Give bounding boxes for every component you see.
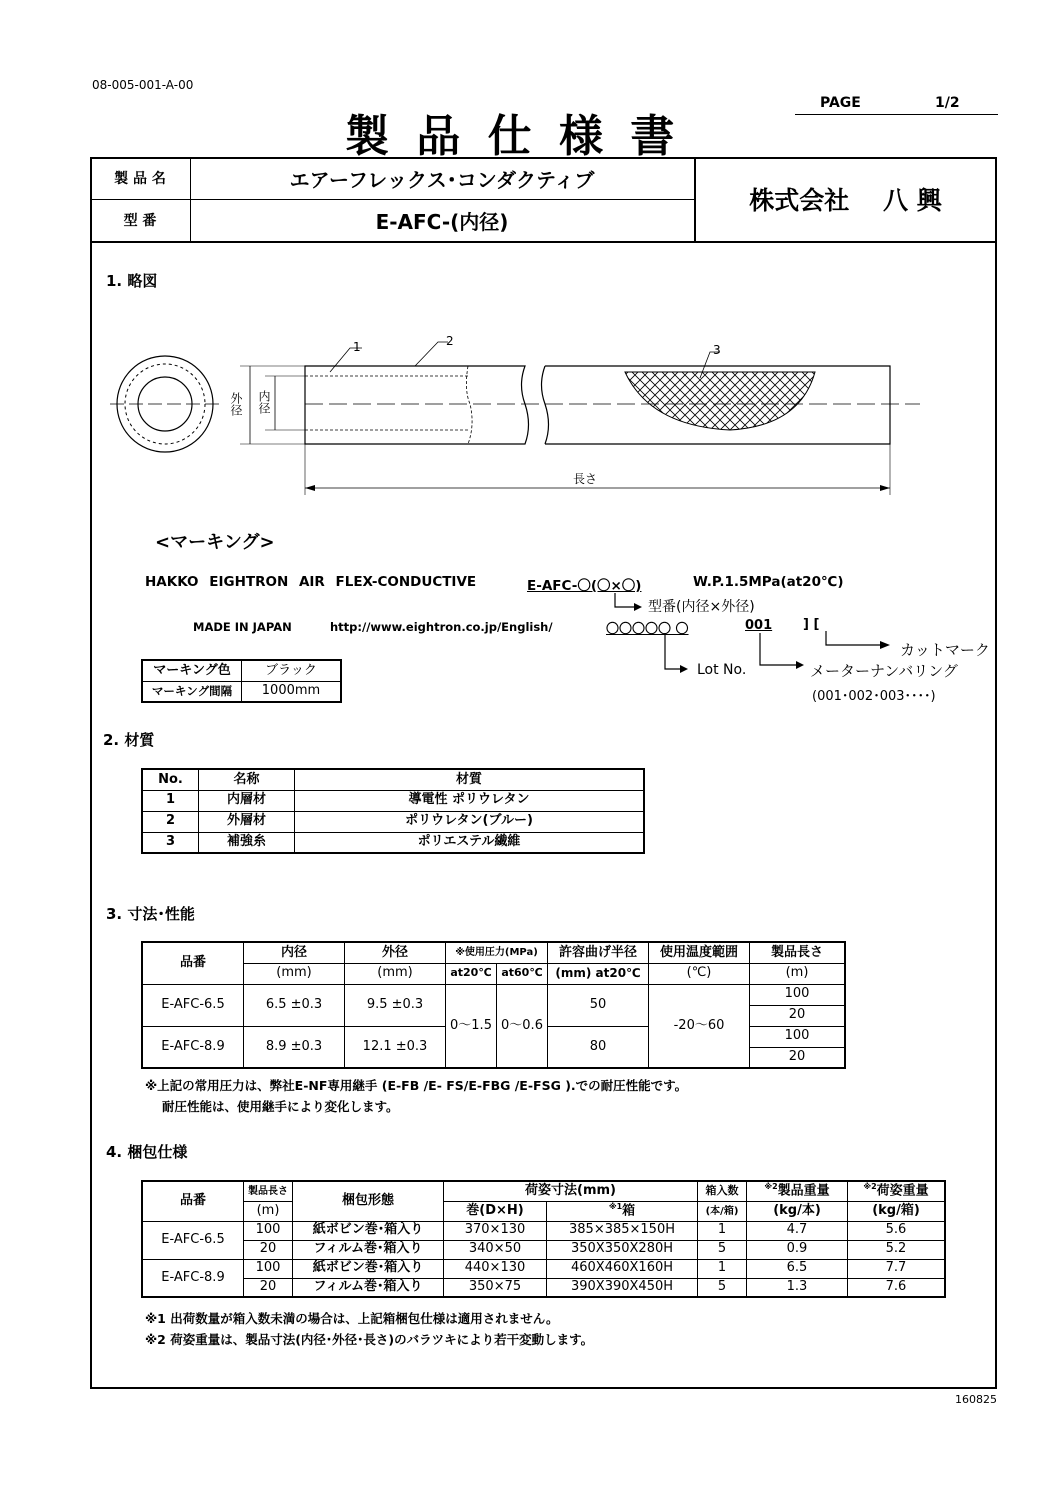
section3-heading: 3. 寸法･性能 <box>106 905 195 923</box>
dim-outer: 12.1 ±0.3 <box>345 1026 446 1068</box>
dim-header-outer: 外径 <box>345 942 446 963</box>
table-row <box>142 1259 945 1278</box>
dim-bend: 80 <box>548 1026 649 1068</box>
dim-header-p60: at60℃ <box>497 963 548 984</box>
materials-table <box>141 768 645 854</box>
weight-header-label: 製品重量 <box>777 1183 830 1199</box>
dim-header-inner-unit: (mm) <box>244 963 345 984</box>
header-block <box>90 157 997 243</box>
table-row <box>142 832 644 853</box>
packaging-note-1: ※1 出荷数量が箱入数未満の場合は、上記箱梱包仕様は適用されません。 <box>145 1311 559 1326</box>
hose-diagram <box>100 330 930 500</box>
pack-header-length: 製品長さ <box>244 1181 293 1201</box>
pack-box: 390X390X450H <box>547 1278 698 1297</box>
weight-note-mark: ※2 <box>764 1182 778 1192</box>
section2-heading: 2. 材質 <box>103 731 155 749</box>
marking-line-code: E-AFC-〇(〇×〇) <box>527 578 642 594</box>
lot-code: 〇〇〇〇〇 〇 <box>606 622 689 637</box>
table-row <box>142 1240 945 1259</box>
packaging-table <box>141 1180 946 1298</box>
box-header-label: 箱 <box>622 1203 636 1219</box>
dim-p60: 0～0.6 <box>497 984 548 1068</box>
pack-header-pweight-unit: (kg/箱) <box>848 1201 946 1221</box>
pack-model: E-AFC-8.9 <box>142 1259 244 1297</box>
part1-label: 1 <box>353 340 361 354</box>
outer-diameter-label: 外径 <box>229 392 243 416</box>
inner-diameter-label: 内径 <box>257 390 271 414</box>
pack-weight: 6.5 <box>747 1259 848 1278</box>
pack-form: フィルム巻･箱入り <box>293 1240 444 1259</box>
pack-header-weight <box>747 1181 848 1201</box>
dim-header-inner: 内径 <box>244 942 345 963</box>
dim-temp: -20～60 <box>649 984 750 1068</box>
dim-inner: 6.5 ±0.3 <box>244 984 345 1026</box>
material-no: 3 <box>142 832 199 853</box>
pack-weight: 0.9 <box>747 1240 848 1259</box>
pack-box: 460X460X160H <box>547 1259 698 1278</box>
dimensions-table <box>141 941 846 1069</box>
document-title: 製 品 仕 様 書 <box>345 111 681 162</box>
pack-box: 350X350X280H <box>547 1240 698 1259</box>
dim-bend: 50 <box>548 984 649 1026</box>
materials-header-no: No. <box>142 769 199 790</box>
pack-form: フィルム巻･箱入り <box>293 1278 444 1297</box>
marking-heading: <マーキング> <box>155 532 275 553</box>
packaging-note-2: ※2 荷姿重量は、製品寸法(内径･外径･長さ)のバラツキにより若干変動します。 <box>145 1332 594 1347</box>
meter-sequence: (001･002･003････) <box>812 689 936 704</box>
marking-color-label: マーキング色 <box>142 660 242 681</box>
table-row <box>142 1221 945 1240</box>
table-row <box>142 811 644 832</box>
meter-code: 001 <box>745 618 773 633</box>
section1-heading: 1. 略図 <box>106 272 158 290</box>
dim-length: 20 <box>750 1047 846 1068</box>
made-in-japan: MADE IN JAPAN <box>193 620 292 634</box>
pack-pweight: 7.7 <box>848 1259 946 1278</box>
material-name: 外層材 <box>199 811 295 832</box>
pack-header-weight-unit: (kg/本) <box>747 1201 848 1221</box>
dim-header-p20: at20℃ <box>446 963 497 984</box>
marking-color-value: ブラック <box>242 660 342 681</box>
dimensions-note-1: ※上記の常用圧力は、弊社E-NF専用継手 (E-FB /E- FS/E-FBG /E-FSG ).での耐圧性能です。 <box>145 1078 688 1093</box>
pack-header-box <box>547 1201 698 1221</box>
manufacturer-url: http://www.eightron.co.jp/English/ <box>330 620 553 634</box>
dim-header-temp: 使用温度範囲 <box>649 942 750 963</box>
pack-header-pweight <box>848 1181 946 1201</box>
dim-length: 100 <box>750 1026 846 1047</box>
table-row <box>142 790 644 811</box>
pack-header-form: 梱包形態 <box>293 1181 444 1221</box>
dim-model: E-AFC-8.9 <box>142 1026 244 1068</box>
pack-header-dims: 荷姿寸法(mm) <box>444 1181 698 1201</box>
pack-pweight: 7.6 <box>848 1278 946 1297</box>
dim-header-outer-unit: (mm) <box>345 963 446 984</box>
table-row <box>142 1278 945 1297</box>
marking-arrows <box>600 585 910 675</box>
dim-header-pressure: ※使用圧力(MPa) <box>446 942 548 963</box>
pack-roll: 370×130 <box>444 1221 547 1240</box>
hose-cross-section <box>110 356 220 452</box>
pack-roll: 440×130 <box>444 1259 547 1278</box>
pack-pweight: 5.2 <box>848 1240 946 1259</box>
pack-qty: 1 <box>698 1259 747 1278</box>
marking-table <box>141 659 342 703</box>
page-underline <box>795 114 998 115</box>
pack-weight: 4.7 <box>747 1221 848 1240</box>
length-label: 長さ <box>573 472 598 486</box>
model-value: E-AFC-(内径) <box>375 209 509 234</box>
dim-length: 20 <box>750 1005 846 1026</box>
pack-pweight: 5.6 <box>848 1221 946 1240</box>
pack-form: 紙ボビン巻･箱入り <box>293 1259 444 1278</box>
pack-header-qty-unit: (本/箱) <box>698 1201 747 1221</box>
section4-heading: 4. 梱包仕様 <box>106 1143 188 1161</box>
box-note-mark: ※1 <box>608 1202 623 1212</box>
product-name-value: エアーフレックス･コンダクティブ <box>289 167 595 192</box>
pack-qty: 1 <box>698 1221 747 1240</box>
material-name: 内層材 <box>199 790 295 811</box>
dim-p20: 0～1.5 <box>446 984 497 1068</box>
pack-qty: 5 <box>698 1278 747 1297</box>
marking-line-prefix: HAKKO EIGHTRON AIR FLEX-CONDUCTIVE <box>145 574 477 590</box>
footer-code: 160825 <box>955 1393 997 1406</box>
pack-header-roll: 巻(D×H) <box>444 1201 547 1221</box>
lot-no-label: Lot No. <box>697 662 747 678</box>
marking-interval-label: マーキング間隔 <box>142 681 242 702</box>
pack-length: 100 <box>244 1259 293 1278</box>
dim-header-temp-unit: (℃) <box>649 963 750 984</box>
material-name: 補強糸 <box>199 832 295 853</box>
part3-label: 3 <box>713 343 721 357</box>
company-name: 株式会社 八 興 <box>749 186 942 215</box>
pweight-note-mark: ※2 <box>863 1182 877 1192</box>
materials-header-name: 名称 <box>199 769 295 790</box>
dim-header-bend-unit: (mm) at20℃ <box>548 963 649 984</box>
document-code: 08-005-001-A-00 <box>92 78 194 92</box>
pack-header-model: 品番 <box>142 1181 244 1221</box>
table-row <box>142 984 845 1005</box>
material-no: 1 <box>142 790 199 811</box>
dim-model: E-AFC-6.5 <box>142 984 244 1026</box>
model-note: 型番(内径×外径) <box>648 599 755 615</box>
pack-length: 20 <box>244 1278 293 1297</box>
part2-label: 2 <box>446 334 454 348</box>
dim-header-length-unit: (m) <box>750 963 846 984</box>
model-label: 型 番 <box>123 213 157 229</box>
material-desc: 導電性 ポリウレタン <box>295 790 645 811</box>
page-label: PAGE <box>820 95 861 111</box>
material-desc: ポリウレタン(ブルー) <box>295 811 645 832</box>
product-name-label: 製 品 名 <box>114 171 166 187</box>
dim-header-length: 製品長さ <box>750 942 846 963</box>
dim-header-bend: 許容曲げ半径 <box>548 942 649 963</box>
pack-form: 紙ボビン巻･箱入り <box>293 1221 444 1240</box>
dim-header-model: 品番 <box>142 942 244 984</box>
pack-box: 385×385×150H <box>547 1221 698 1240</box>
dim-inner: 8.9 ±0.3 <box>244 1026 345 1068</box>
dim-length: 100 <box>750 984 846 1005</box>
cut-mark-label: カットマーク <box>900 641 990 659</box>
pack-model: E-AFC-6.5 <box>142 1221 244 1259</box>
pack-weight: 1.3 <box>747 1278 848 1297</box>
dimensions-note-2: 耐圧性能は、使用継手により変化します。 <box>162 1099 399 1114</box>
page-number: 1/2 <box>935 95 960 111</box>
pack-qty: 5 <box>698 1240 747 1259</box>
pweight-header-label: 荷姿重量 <box>876 1183 929 1199</box>
pack-length: 100 <box>244 1221 293 1240</box>
meter-numbering-label: メーターナンバリング <box>810 662 958 680</box>
marking-interval-value: 1000mm <box>242 681 342 702</box>
material-desc: ポリエステル繊維 <box>295 832 645 853</box>
cut-mark-symbol: ] [ <box>803 617 820 632</box>
pack-roll: 350×75 <box>444 1278 547 1297</box>
material-no: 2 <box>142 811 199 832</box>
marking-line-wp: W.P.1.5MPa(at20℃) <box>693 574 844 590</box>
pack-header-length-unit: (m) <box>244 1201 293 1221</box>
materials-header-material: 材質 <box>295 769 645 790</box>
pack-header-qty: 箱入数 <box>698 1181 747 1201</box>
pack-roll: 340×50 <box>444 1240 547 1259</box>
pack-length: 20 <box>244 1240 293 1259</box>
dim-outer: 9.5 ±0.3 <box>345 984 446 1026</box>
